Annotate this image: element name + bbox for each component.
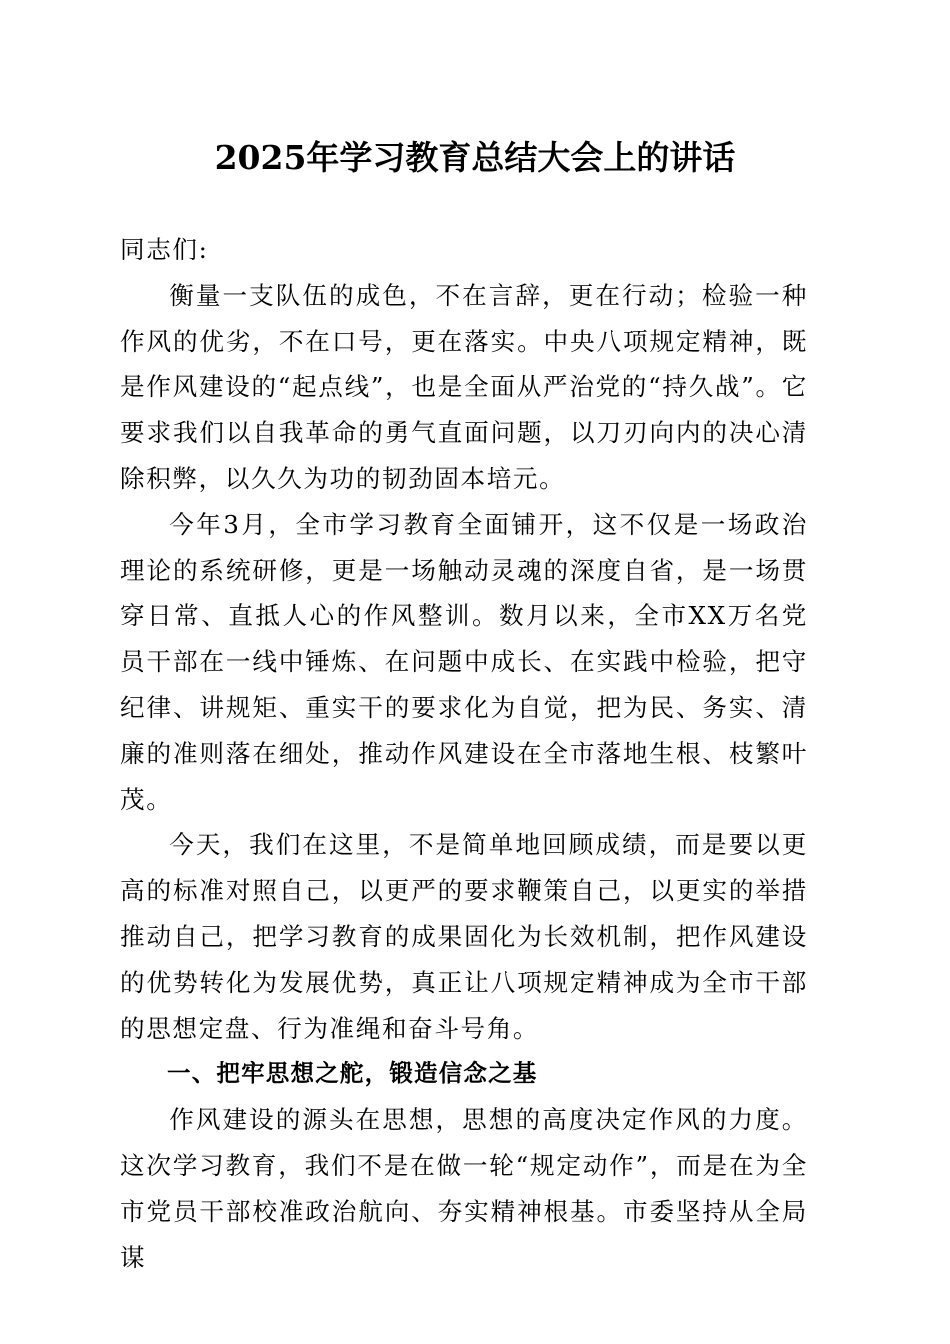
salutation: 同志们: xyxy=(120,235,209,264)
section-heading: 一、把牢思想之舵，锻造信念之基 xyxy=(167,1059,538,1088)
section-paragraph: 作风建设的源头在思想，思想的高度决定作风的力度。这次学习教育，我们不是在做一轮“规定动作”，而是在为全市党员干部校准政治航向、夯实精神根基。市委坚持从全局谋 xyxy=(120,1105,808,1272)
paragraph-2: 今年3月，全市学习教育全面铺开，这不仅是一场政治理论的系统研修，更是一场触动灵魂的深度自省，是一场贯穿日常、直抵人心的作风整训。数月以来，全市XX万名党员干部在一线中锤炼、在问题中成长、在实践中检验，把守纪律、讲规矩、重实干的要求化为自觉，把为民、务实、清廉的准则落在细处，推动作风建设在全市落地生根、枝繁叶茂。 xyxy=(120,509,808,814)
paragraph-1: 衡量一支队伍的成色，不在言辞，更在行动；检验一种作风的优劣，不在口号，更在落实。中央八项规定精神，既是作风建设的“起点线”，也是全面从严治党的“持久战”。它要求我们以自我革命的勇气直面问题，以刀刃向内的决心清除积弊，以久久为功的韧劲固本培元。 xyxy=(120,280,808,493)
document-body xyxy=(120,227,808,1280)
paragraph-3: 今天，我们在这里，不是简单地回顾成绩，而是要以更高的标准对照自己，以更严的要求鞭策自己，以更实的举措推动自己，把学习教育的成果固化为长效机制，把作风建设的优势转化为发展优势，真正让八项规定精神成为全市干部的思想定盘、行为准绳和奋斗号角。 xyxy=(120,830,808,1043)
document-title: 2025年学习教育总结大会上的讲话 xyxy=(214,138,736,177)
